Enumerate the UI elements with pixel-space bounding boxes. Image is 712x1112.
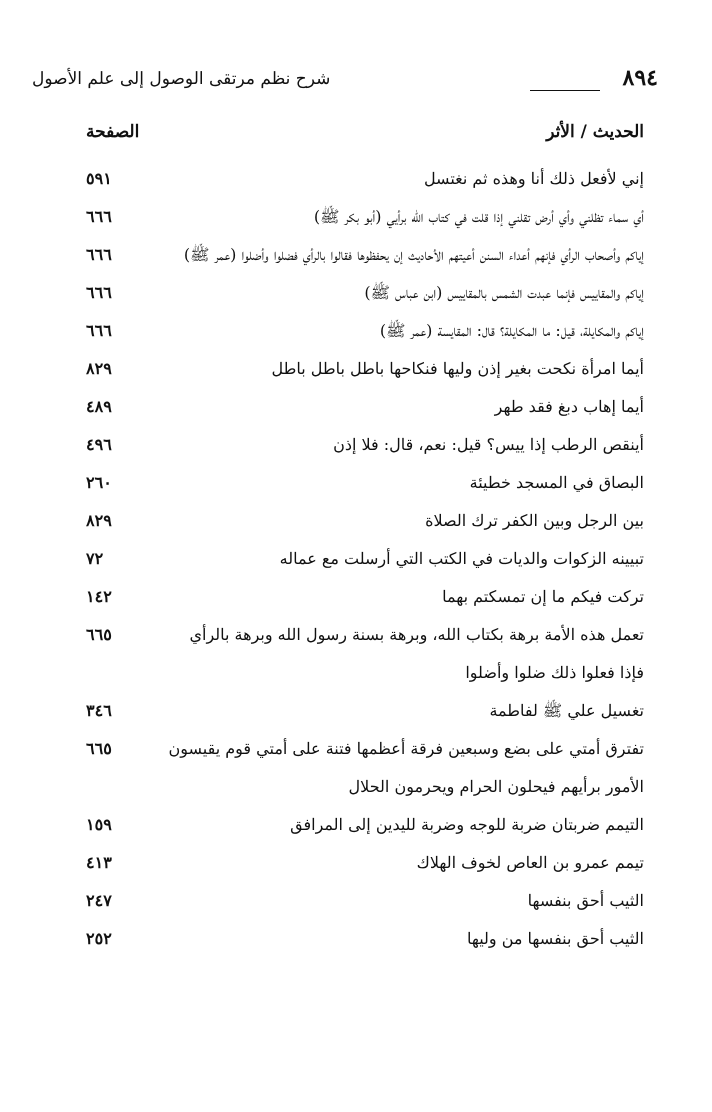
hadith-text: الثيب أحق بنفسها من وليها	[466, 929, 644, 948]
hadith-text: أيما إهاب دبغ فقد طهر	[494, 397, 644, 416]
hadith-text: أي سماء تظلني وأي أرض تقلني إذا قلت في كتاب الله برأيي (أبو بكر ﷺ)	[313, 207, 644, 226]
index-entry	[86, 578, 644, 616]
book-title: شرح نظم مرتقى الوصول إلى علم الأصول	[32, 69, 331, 89]
hadith-text: إني لأفعل ذلك أنا وهذه ثم نغتسل	[423, 169, 644, 188]
page-reference: ٢٥٢	[86, 929, 112, 948]
page-reference: ٨٢٩	[86, 511, 112, 530]
index-entry	[86, 844, 644, 882]
hadith-text: إياكم والمكايلة، قيل: ما المكايلة؟ قال: المقايسة (عمر ﷺ)	[379, 321, 644, 340]
hadith-index-list	[86, 160, 644, 958]
hadith-column-header: الحديث / الأثر	[546, 122, 644, 142]
hadith-text: أينقص الرطب إذا ييس؟ قيل: نعم، قال: فلا إذن	[333, 435, 644, 454]
index-entry	[86, 502, 644, 540]
page-reference: ١٥٩	[86, 815, 112, 834]
page-reference: ٨٢٩	[86, 359, 112, 378]
hadith-text: إياكم وأصحاب الرأي فإنهم أعداء السنن أعيتهم الأحاديث إن يحفظوها فقالوا بالرأي فضلوا وأضلوا (عمر ﷺ)	[183, 245, 644, 264]
hadith-text: إياكم والمقاييس فإنما عبدت الشمس بالمقاييس (ابن عباس ﷺ)	[364, 283, 644, 302]
page-reference: ٤٩٦	[86, 435, 112, 454]
index-entry	[86, 350, 644, 388]
index-entry	[86, 882, 644, 920]
page-reference: ٦٦٥	[86, 739, 112, 758]
hadith-text: أيما امرأة نكحت بغير إذن وليها فنكاحها باطل باطل باطل	[271, 359, 644, 378]
page-reference: ٢٤٧	[86, 891, 112, 910]
index-entry	[86, 236, 644, 274]
page-reference: ٦٦٦	[86, 283, 112, 302]
index-entry	[86, 616, 644, 692]
hadith-text: تغسيل علي ﷺ لفاطمة	[489, 701, 644, 720]
page-reference: ٧٢	[86, 549, 104, 568]
column-headers	[86, 122, 644, 152]
index-entry	[86, 806, 644, 844]
hadith-text: تبيينه الزكوات والديات في الكتب التي أرسلت مع عماله	[279, 549, 644, 568]
page-reference: ٦٦٦	[86, 321, 112, 340]
page-reference: ٥٩١	[86, 169, 112, 188]
running-header	[32, 64, 658, 96]
index-entry	[86, 692, 644, 730]
hadith-text: التيمم ضربتان ضربة للوجه وضربة لليدين إلى المرافق	[290, 815, 644, 834]
hadith-text: تركت فيكم ما إن تمسكتم بهما	[442, 587, 644, 606]
index-entry	[86, 730, 644, 806]
index-entry	[86, 160, 644, 198]
hadith-text: تيمم عمرو بن العاص لخوف الهلاك	[416, 853, 644, 872]
hadith-text: البصاق في المسجد خطيئة	[469, 473, 644, 492]
index-entry	[86, 312, 644, 350]
index-entry	[86, 198, 644, 236]
index-entry	[86, 920, 644, 958]
page-reference: ٦٦٦	[86, 245, 112, 264]
page-reference: ٢٦٠	[86, 473, 112, 492]
index-entry	[86, 388, 644, 426]
page-reference: ٦٦٥	[86, 625, 112, 644]
page-reference: ١٤٢	[86, 587, 112, 606]
page-number: ٨٩٤	[622, 65, 658, 91]
hadith-text: تعمل هذه الأمة برهة بكتاب الله، وبرهة بسنة رسول الله وبرهة بالرأي فإذا فعلوا ذلك ضلوا وأضلوا	[189, 625, 644, 682]
index-entry	[86, 274, 644, 312]
index-entry	[86, 426, 644, 464]
header-rule	[530, 90, 600, 91]
page-reference: ٣٤٦	[86, 701, 112, 720]
page-column-header: الصفحة	[86, 122, 140, 142]
index-entry	[86, 540, 644, 578]
page-reference: ٦٦٦	[86, 207, 112, 226]
hadith-text: بين الرجل وبين الكفر ترك الصلاة	[425, 511, 644, 530]
hadith-text: تفترق أمتي على بضع وسبعين فرقة أعظمها فتنة على أمتي قوم يقيسون الأمور برأيهم فيحلون الحرام ويحرمون الحلال	[168, 739, 644, 796]
page-reference: ٤١٣	[86, 853, 112, 872]
hadith-text: الثيب أحق بنفسها	[527, 891, 644, 910]
page-reference: ٤٨٩	[86, 397, 112, 416]
index-entry	[86, 464, 644, 502]
